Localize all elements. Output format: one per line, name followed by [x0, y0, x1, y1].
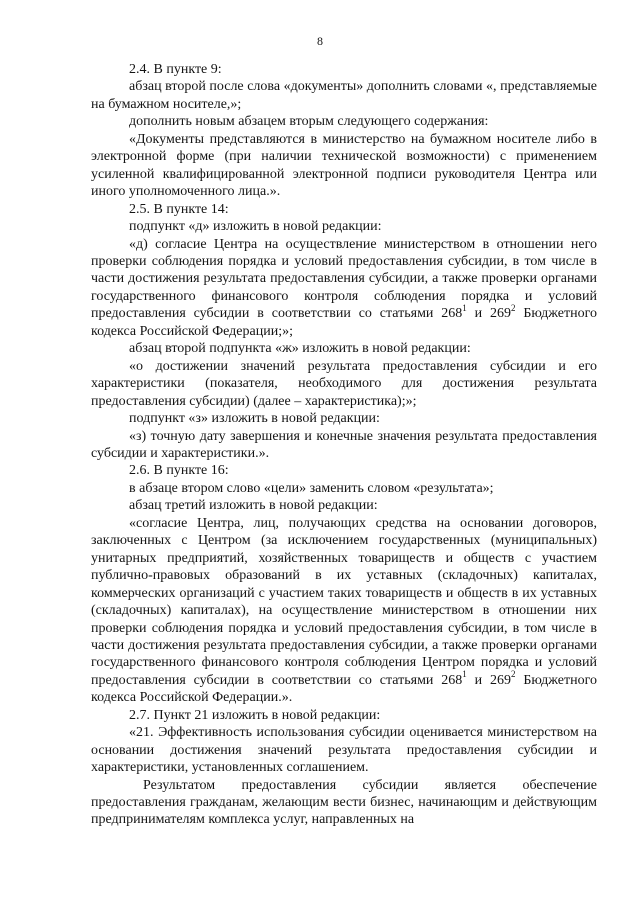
section-heading-2-7: 2.7. Пункт 21 изложить в новой редакции:: [129, 707, 381, 723]
amendment-instruction: дополнить новым абзацем вторым следующего содержания:: [129, 114, 489, 130]
amendment-instruction: в абзаце втором слово «цели» заменить словом «результата»;: [129, 480, 494, 496]
quoted-amendment-text: «согласие Центра, лиц, получающих средства на основании договоров, заключенных с Центром (за исключением государственных (муниципальных) унитарных предприятий, хозяйственных товариществ и обществ с участием публично-правовых образований в их уставных (складочных) капиталах, коммерческих организаций с участием таких товариществ и обществ в их уставных (складочных) капиталах), на осуществление министерством в отношении них проверки соблюдения порядка и условий предоставления субсидии, в том числе в части достижения результата предоставления субсидии, а также проверки органами государственного финансового контроля соблюдения Центром порядка и условий предоставления субсидии в соответствии со статьями $268^1$ и $269^2$ Бюджетного кодекса Российской Федерации.».: [91, 515, 597, 706]
quoted-amendment-text: «д) согласие Центра на осуществление министерством в отношении него проверки соблюдения порядка и условий предоставления субсидии, в том числе в части достижения результата предоставления субсидии, а также проверки органами государственного финансового контроля соблюдения порядка и условий предоставления субсидии в соответствии со статьями $268^1$ и $269^2$ Бюджетного кодекса Российской Федерации;»;: [91, 236, 597, 339]
quoted-amendment-text: «21. Эффективность использования субсидии оценивается министерством на основании достижения значений результата предоставления субсидии и характеристики, установленных соглашением.: [91, 725, 597, 776]
section-heading-2-5: 2.5. В пункте 14:: [129, 201, 229, 217]
superscript-index: 1: [462, 669, 467, 680]
amendment-instruction: абзац второй после слова «документы» дополнить словами «, представляемые на бумажном носителе,»;: [91, 79, 597, 112]
section-heading-2-6: 2.6. В пункте 16:: [129, 463, 229, 479]
amendment-instruction: подпункт «з» изложить в новой редакции:: [129, 411, 380, 427]
amendment-instruction: подпункт «д» изложить в новой редакции:: [129, 219, 382, 235]
quoted-amendment-text: «Документы представляются в министерство на бумажном носителе либо в электронной форме (при наличии технической возможности) с применением усиленной квалифицированной электронной подписи руководителя Центра или иного уполномоченного лица.».: [91, 131, 597, 200]
quoted-amendment-text: «о достижении значений результата предоставления субсидии и его характеристики (показателя, необходимого для достижения результата предоставления субсидии) (далее – характеристика);»;: [91, 358, 597, 409]
superscript-index: 2: [511, 669, 516, 680]
superscript-index: 1: [462, 302, 467, 313]
quoted-amendment-text: Результатом предоставления субсидии является обеспечение предоставления гражданам, желающим вести бизнес, начинающим и действующим предпринимателям комплекса услуг, направленных на: [91, 777, 597, 828]
amendment-instruction: абзац второй подпункта «ж» изложить в новой редакции:: [129, 341, 471, 357]
superscript-index: 2: [511, 302, 516, 313]
amendment-instruction: абзац третий изложить в новой редакции:: [129, 498, 378, 514]
section-heading-2-4: 2.4. В пункте 9:: [129, 62, 222, 77]
document-body: [91, 61, 597, 829]
quoted-amendment-text: «з) точную дату завершения и конечные значения результата предоставления субсидии и характеристики.».: [91, 428, 597, 461]
page-number: 8: [317, 34, 323, 48]
